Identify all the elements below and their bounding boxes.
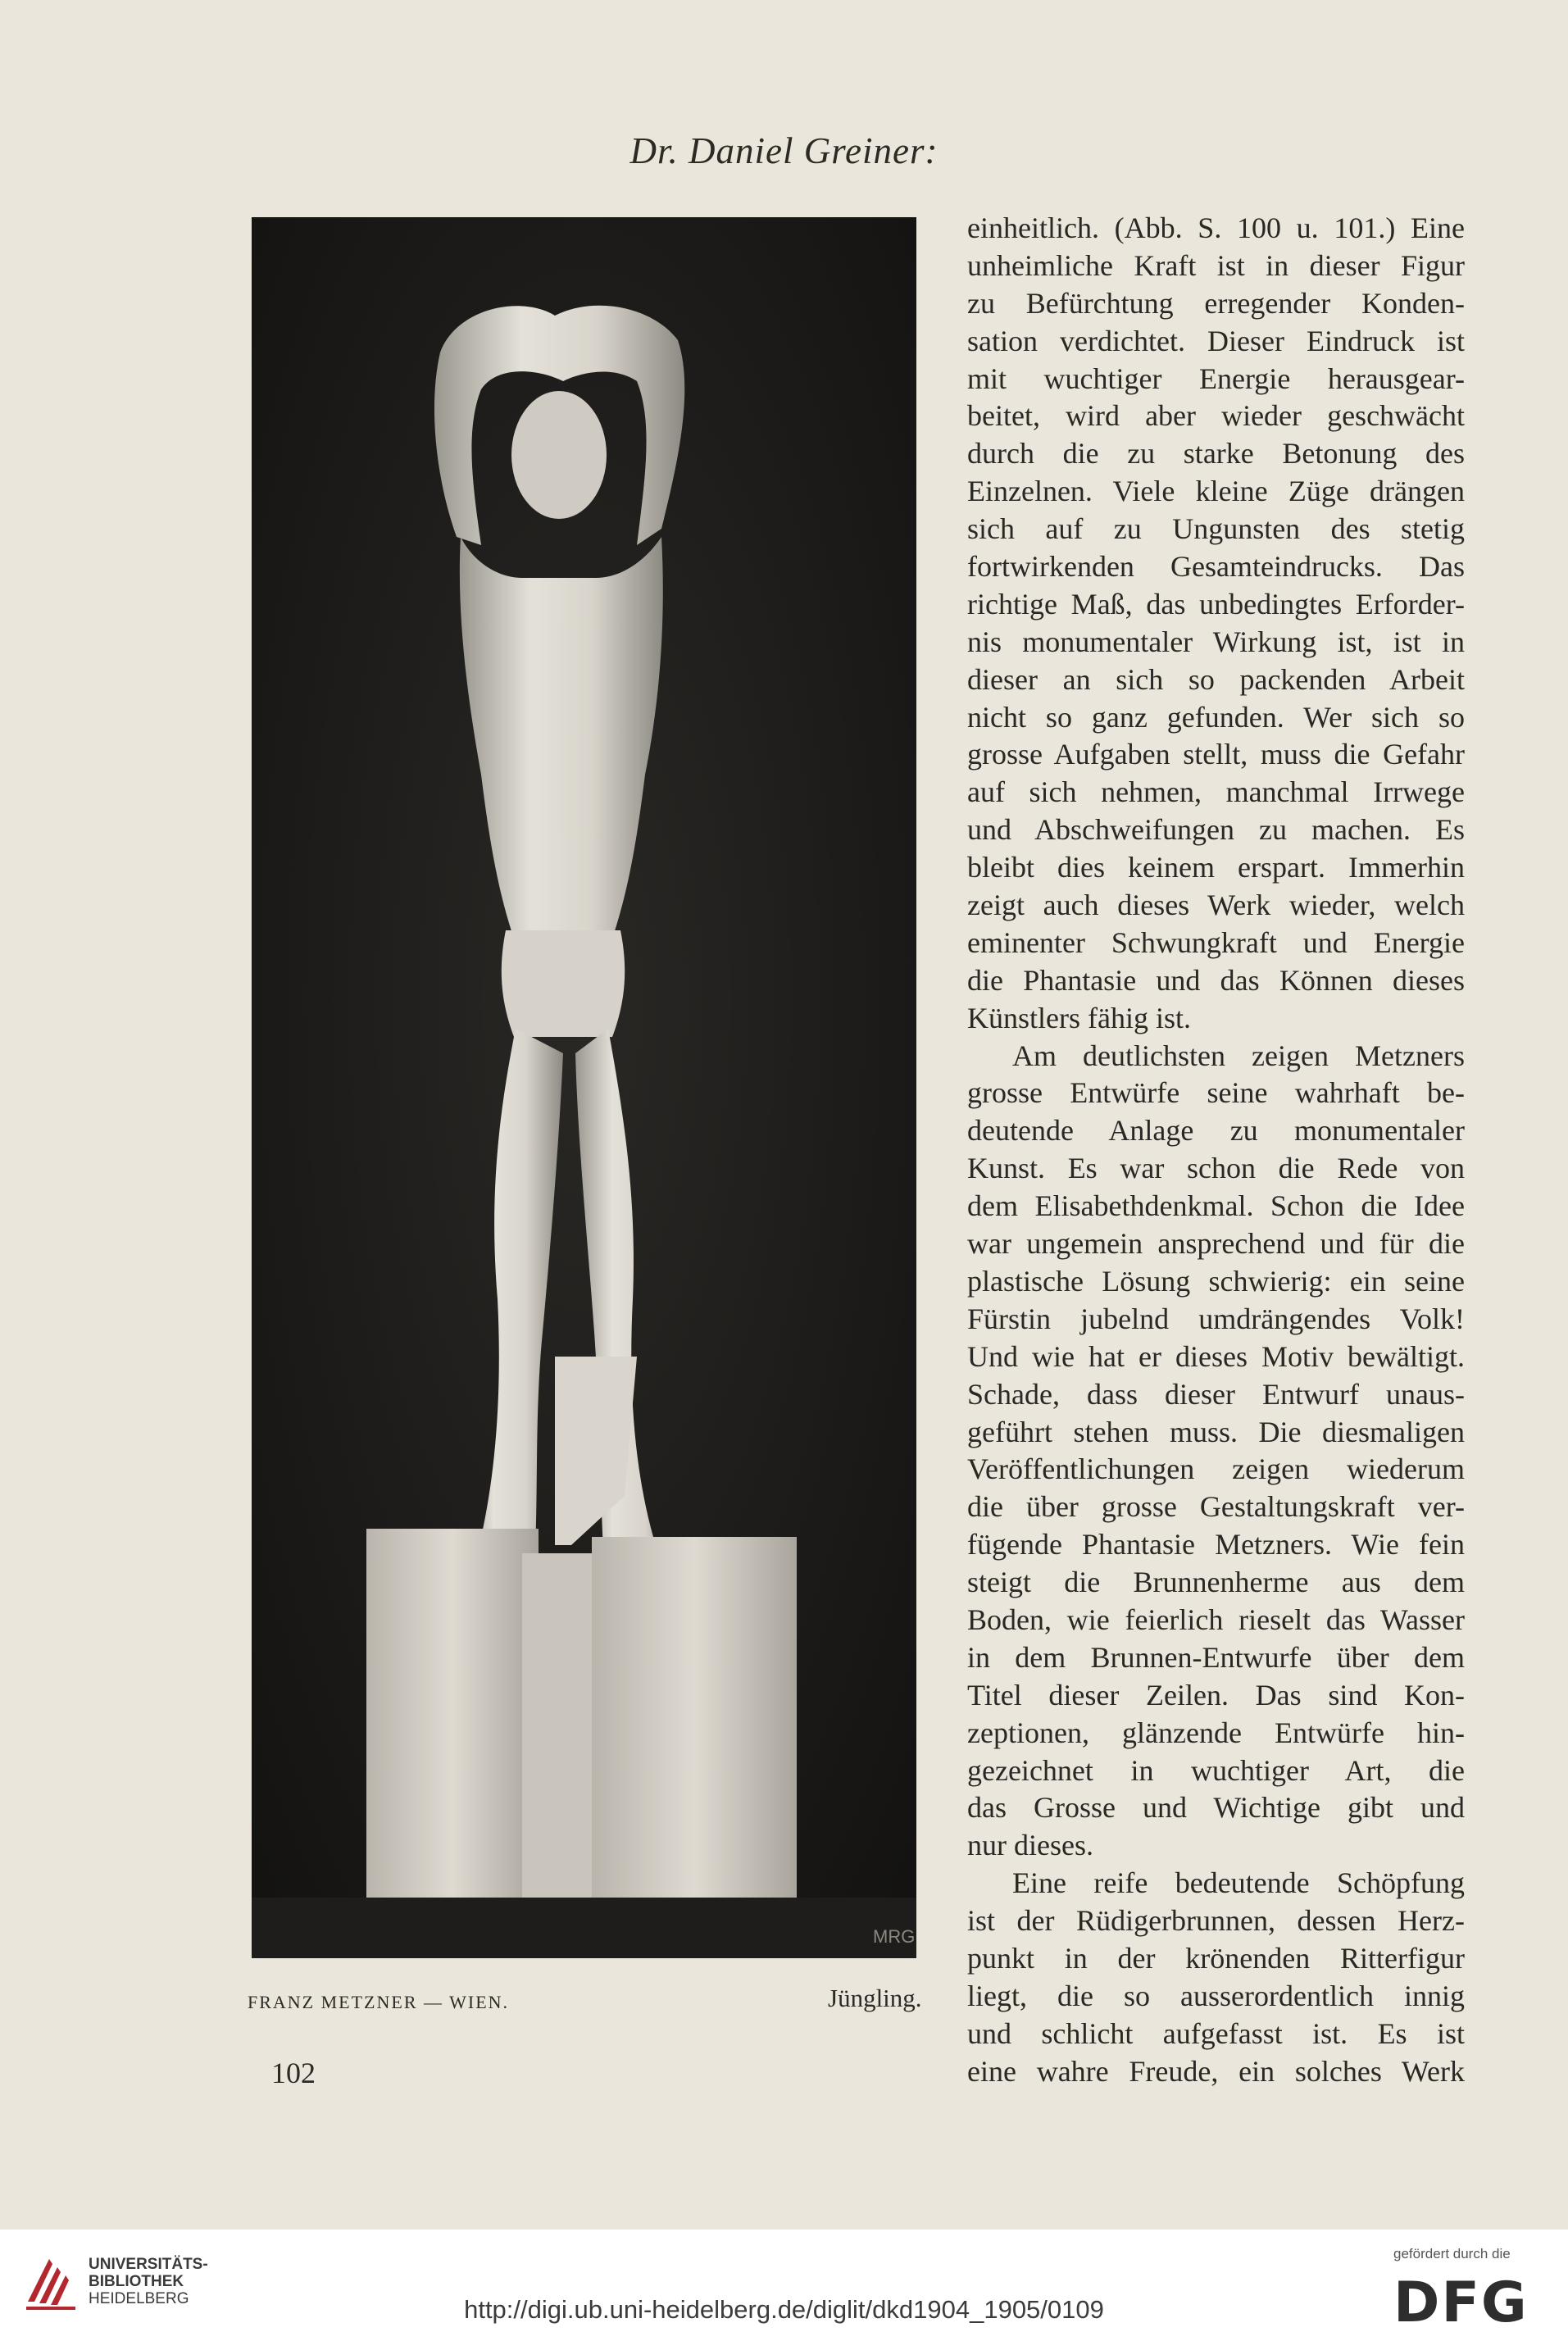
sculpture-photo: [252, 217, 916, 1958]
library-name-line: HEIDELBERG: [89, 2290, 189, 2307]
text-line: bleibt dies keinem erspart. Immerhin: [967, 851, 1465, 884]
text-line: Titel dieser Zeilen. Das sind Kon-: [967, 1678, 1465, 1711]
permalink-url[interactable]: http://digi.ub.uni-heidelberg.de/diglit/dkd1904_1905/0109: [464, 2295, 1104, 2324]
text-line: Fürstin jubelnd umdrängendes Volk!: [967, 1302, 1465, 1335]
text-line: die Phantasie und das Können dieses: [967, 963, 1465, 997]
text-line: fügende Phantasie Metzners. Wie fein: [967, 1528, 1465, 1561]
text-line: Und wie hat er dieses Motiv bewältigt.: [967, 1339, 1465, 1373]
page-number: 102: [271, 2057, 316, 2089]
text-line: dem Elisabethdenkmal. Schon die Idee: [967, 1189, 1465, 1223]
text-line: punkt in der krönenden Ritterfigur: [967, 1941, 1465, 1975]
text-line: sation verdichtet. Dieser Eindruck ist: [967, 324, 1465, 357]
text-line: war ungemein ansprechend und für die: [967, 1227, 1465, 1261]
sponsor-label: gefördert durch die: [1393, 2246, 1511, 2261]
running-head: Dr. Daniel Greiner:: [629, 130, 939, 171]
text-line: Künstlers fähig ist.: [967, 1001, 1191, 1034]
plate-caption-artist: FRANZ METZNER — WIEN.: [248, 1992, 510, 2012]
text-line: eminenter Schwungkraft und Energie: [967, 925, 1465, 959]
text-line: nicht so ganz gefunden. Wer sich so: [967, 700, 1465, 734]
sculpture-photo-plate: [252, 217, 916, 1958]
text-line: einheitlich. (Abb. S. 100 u. 101.) Eine: [967, 211, 1465, 244]
text-line: Eine reife bedeutende Schöpfung: [1012, 1866, 1465, 1900]
text-line: in dem Brunnen-Entwurfe über dem: [967, 1640, 1465, 1674]
text-line: geführt stehen muss. Die diesmaligen: [967, 1415, 1465, 1448]
library-name-line: UNIVERSITÄTS-: [89, 2256, 208, 2273]
text-line: beitet, wird aber wieder geschwächt: [967, 399, 1465, 433]
text-line: mit wuchtiger Energie herausgear-: [967, 361, 1465, 395]
text-line: plastische Lösung schwierig: ein seine: [967, 1264, 1465, 1298]
text-line: liegt, die so ausserordentlich innig: [967, 1979, 1465, 2012]
text-line: zeptionen, glänzende Entwürfe hin-: [967, 1716, 1465, 1749]
text-line: Boden, wie feierlich rieselt das Wasser: [967, 1602, 1465, 1636]
text-line: Schade, dass dieser Entwurf unaus-: [967, 1377, 1465, 1411]
photographer-monogram: MRG: [873, 1926, 916, 1947]
body-text-column: [967, 210, 1465, 2091]
text-line: und schlicht aufgefasst ist. Es ist: [967, 2016, 1465, 2050]
text-line: nur dieses.: [967, 1829, 1093, 1862]
library-name-line: BIBLIOTHEK: [89, 2273, 184, 2290]
text-line: fortwirkenden Gesamteindrucks. Das: [967, 550, 1465, 584]
text-line: sich auf zu Ungunsten des stetig: [967, 512, 1465, 546]
text-line: Am deutlichsten zeigen Metzners: [1012, 1039, 1465, 1072]
text-line: deutende Anlage zu monumentaler: [967, 1114, 1465, 1148]
text-line: dieser an sich so packenden Arbeit: [967, 662, 1465, 696]
text-line: grosse Entwürfe seine wahrhaft be-: [967, 1076, 1465, 1110]
text-line: das Grosse und Wichtige gibt und: [967, 1791, 1465, 1825]
text-line: gezeichnet in wuchtiger Art, die: [967, 1753, 1465, 1787]
text-line: zu Befürchtung erregender Konden-: [967, 286, 1465, 320]
text-line: zeigt auch dieses Werk wieder, welch: [967, 889, 1465, 922]
text-line: richtige Maß, das unbedingtes Erforder-: [967, 587, 1465, 620]
text-line: nis monumentaler Wirkung ist, ist in: [967, 625, 1465, 658]
text-line: steigt die Brunnenherme aus dem: [967, 1566, 1465, 1599]
text-line: auf sich nehmen, manchmal Irrwege: [967, 775, 1465, 809]
text-line: Kunst. Es war schon die Rede von: [967, 1152, 1465, 1185]
text-line: die über grosse Gestaltungskraft ver-: [967, 1490, 1465, 1524]
dfg-logo: DFG: [1393, 2271, 1529, 2335]
plate-caption-title: Jüngling.: [828, 1984, 922, 2012]
text-line: Veröffentlichungen zeigen wiederum: [967, 1452, 1465, 1486]
text-line: Einzelnen. Viele kleine Züge drängen: [967, 475, 1465, 508]
text-line: und Abschweifungen zu machen. Es: [967, 813, 1465, 847]
text-line: unheimliche Kraft ist in dieser Figur: [967, 248, 1465, 282]
text-line: durch die zu starke Betonung des: [967, 437, 1465, 470]
text-line: ist der Rüdigerbrunnen, dessen Herz-: [967, 1904, 1465, 1938]
text-line: grosse Aufgaben stellt, muss die Gefahr: [967, 738, 1465, 771]
text-line: eine wahre Freude, ein solches Werk: [967, 2054, 1465, 2088]
